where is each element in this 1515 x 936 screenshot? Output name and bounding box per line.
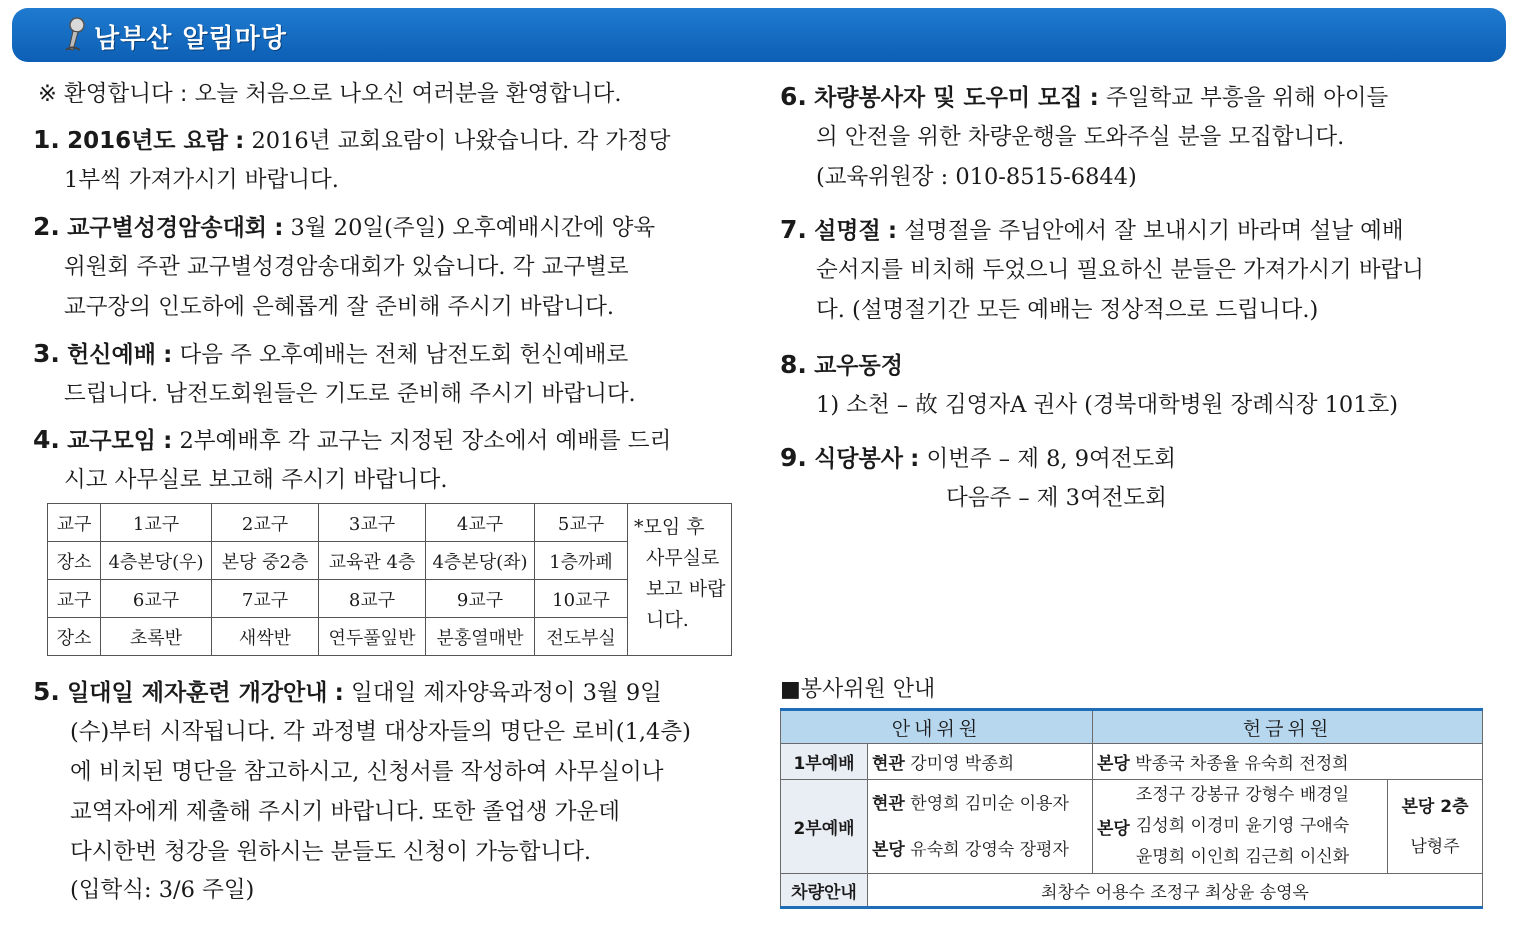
table-row: 교구 6교구 7교구 8교구 9교구 10교구: [48, 580, 732, 618]
notice-8-line1: 1) 소천 – 故 김영자A 권사 (경북대학병원 장례식장 101호): [816, 392, 1399, 418]
notice-4-line2: 시고 사무실로 보고해 주시기 바랍니다.: [64, 467, 448, 493]
service-section-title: ■봉사위원 안내: [780, 677, 936, 702]
notice-6: 6. 차량봉사자 및 도우미 모집 : 주일학교 부흥을 위해 아이들: [780, 82, 1389, 111]
notice-6-line3: (교육위원장 : 010-8515-6844): [816, 164, 1137, 190]
table-row: 1부예배 현관 강미영 박종희 본당 박종국 차종율 유숙희 전정희: [781, 744, 1483, 780]
notice-6-line2: 의 안전을 위한 차량운행을 도와주실 분을 모집합니다.: [816, 124, 1345, 150]
notice-7: 7. 설명절 : 설명절을 주님안에서 잘 보내시기 바라며 설날 예배: [780, 215, 1404, 244]
microphone-icon: [62, 17, 90, 53]
notice-7-line2: 순서지를 비치해 두었으니 필요하신 분들은 가져가시기 바랍니: [816, 257, 1425, 283]
header-bar: [12, 8, 1506, 62]
notice-5-line6: (입학식: 3/6 주일): [70, 877, 255, 903]
notice-3: 3. 헌신예배 : 다음 주 오후예배는 전체 남전도회 헌신예배로: [33, 339, 629, 368]
table-row: 장소 4층본당(우) 본당 중2층 교육관 4층 4층본당(좌) 1층까페: [48, 542, 732, 580]
table-row: 2부예배 현관 한영희 김미순 이용자 본당 유숙희 강영숙 장평자 본당 조정구 강봉규 강형수 배경일 김성희 이경미 윤기영 구애숙 윤명희 이인희 김근희 이신화 본당 2층 남형주: [781, 780, 1483, 874]
notice-5-line5: 다시한번 청강을 원하시는 분들도 신청이 가능합니다.: [70, 839, 592, 865]
notice-3-line2: 드립니다. 남전도회원들은 기도로 준비해 주시기 바랍니다.: [64, 381, 636, 407]
schedule-note: *모임 후 사무실로 보고 바랍 니다.: [628, 504, 732, 656]
district-schedule-table: [47, 503, 732, 656]
table-row: 교구 1교구 2교구 3교구 4교구 5교구 *모임 후 사무실로 보고 바랍 니다.: [48, 504, 732, 542]
notice-1: 1. 2016년도 요람 : 2016년 교회요람이 나왔습니다. 각 가정당: [33, 125, 671, 154]
notice-2-line2: 위원회 주관 교구별성경암송대회가 있습니다. 각 교구별로: [64, 254, 629, 280]
notice-8: 8. 교우동정: [780, 350, 903, 379]
notice-2-line3: 교구장의 인도하에 은혜롭게 잘 준비해 주시기 바랍니다.: [64, 294, 614, 320]
notice-5-line2: (수)부터 시작됩니다. 각 과정별 대상자들의 명단은 로비(1,4층): [70, 719, 691, 745]
notice-5-line4: 교역자에게 제출해 주시기 바랍니다. 또한 졸업생 가운데: [70, 799, 620, 825]
page-title: 남부산 알림마당: [94, 24, 287, 54]
notice-4: 4. 교구모임 : 2부예배후 각 교구는 지정된 장소에서 예배를 드리: [33, 425, 672, 454]
notice-5: 5. 일대일 제자훈련 개강안내 : 일대일 제자양육과정이 3월 9일: [33, 677, 662, 706]
notice-2: 2. 교구별성경암송대회 : 3월 20일(주일) 오후예배시간에 양육: [33, 212, 656, 241]
notice-9-line2: 다음주 – 제 3여전도회: [946, 485, 1167, 511]
notice-9: 9. 식당봉사 : 이번주 – 제 8, 9여전도회: [780, 443, 1176, 472]
table-row: 장소 초록반 새싹반 연두풀잎반 분홍열매반 전도부실: [48, 618, 732, 656]
notice-7-line3: 다. (설명절기간 모든 예배는 정상적으로 드립니다.): [816, 297, 1319, 323]
service-committee-table: [780, 708, 1483, 909]
notice-1-line2: 1부씩 가져가시기 바랍니다.: [64, 167, 339, 193]
table-row: 차량안내 최창수 어용수 조정구 최상윤 송영옥: [781, 874, 1483, 908]
welcome-line: ※ 환영합니다 : 오늘 처음으로 나오신 여러분을 환영합니다.: [38, 81, 622, 107]
table-header-row: 안내위원 헌금위원: [781, 710, 1483, 744]
notice-5-line3: 에 비치된 명단을 참고하시고, 신청서를 작성하여 사무실이나: [70, 759, 664, 785]
